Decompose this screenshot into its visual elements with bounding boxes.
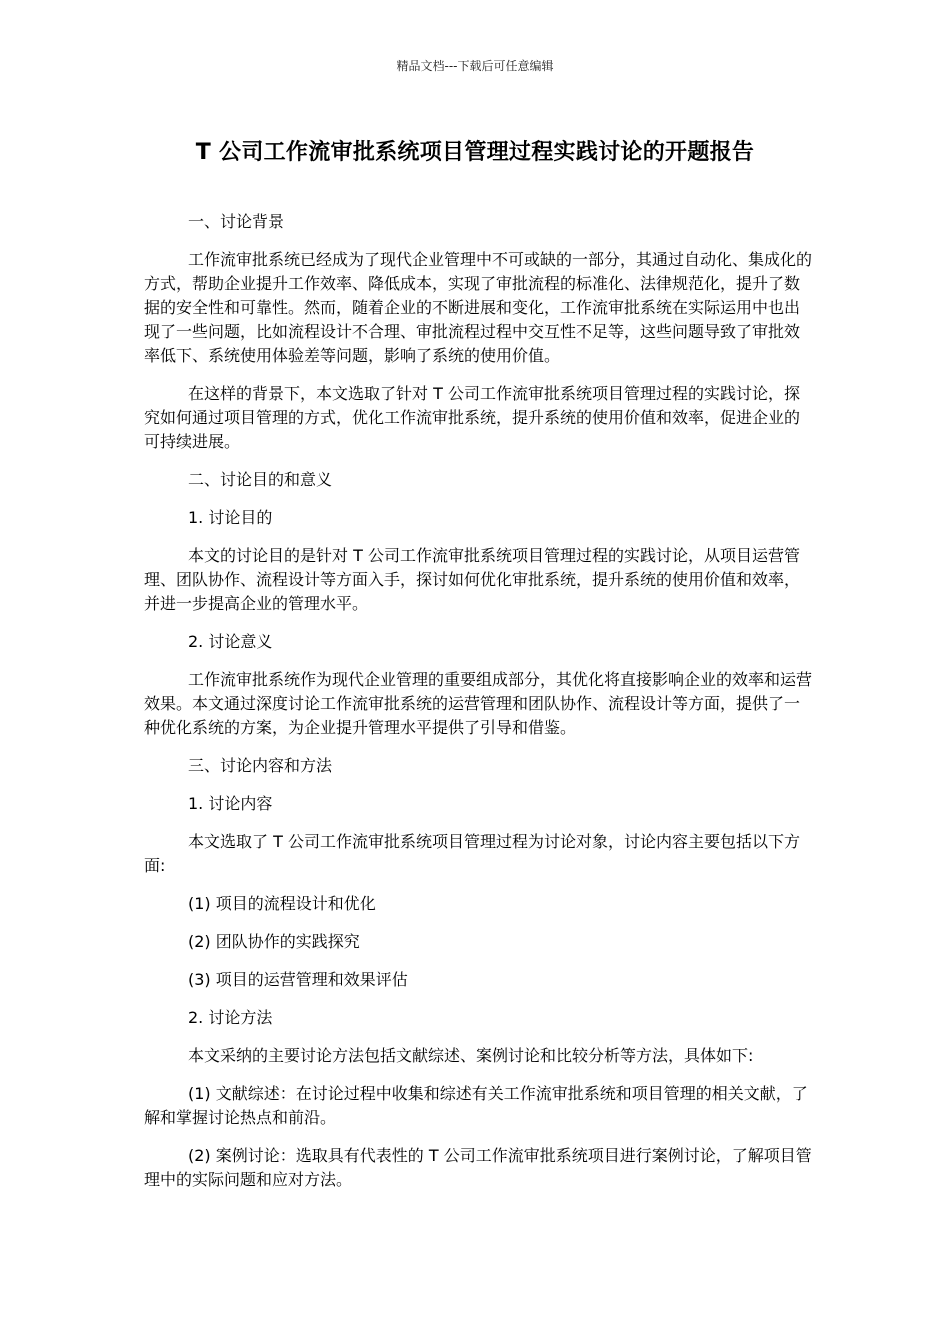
page-header: 精品文档---下载后可任意编辑 <box>396 59 554 73</box>
section-heading-purpose: 二、讨论目的和意义 <box>188 470 333 489</box>
subheading-method: 2. 讨论方法 <box>188 1008 273 1027</box>
subheading-content: 1. 讨论内容 <box>188 794 273 813</box>
paragraph-method: 本文采纳的主要讨论方法包括文献综述、案例讨论和比较分析等方法，具体如下: <box>188 1046 754 1065</box>
section-heading-background: 一、讨论背景 <box>188 212 285 231</box>
paragraph-content: 本文选取了 T 公司工作流审批系统项目管理过程为讨论对象，讨论内容主要包括以下方面: <box>144 832 800 875</box>
list-item-method-1: (1) 文献综述：在讨论过程中收集和综述有关工作流审批系统和项目管理的相关文献，了解和掌握讨论热点和前沿。 <box>144 1084 808 1127</box>
list-item-content-2: (2) 团队协作的实践探究 <box>188 932 360 951</box>
list-item-method-2: (2) 案例讨论：选取具有代表性的 T 公司工作流审批系统项目进行案例讨论，了解项目管理中的实际问题和应对方法。 <box>144 1146 812 1189</box>
paragraph-purpose: 本文的讨论目的是针对 T 公司工作流审批系统项目管理过程的实践讨论，从项目运营管理、团队协作、流程设计等方面入手，探讨如何优化审批系统，提升系统的使用价值和效率，并进一步提高企业的管理水平。 <box>144 546 801 613</box>
subheading-purpose: 1. 讨论目的 <box>188 508 273 527</box>
document-title: T 公司工作流审批系统项目管理过程实践讨论的开题报告 <box>195 140 755 165</box>
list-item-content-3: (3) 项目的运营管理和效果评估 <box>188 970 408 989</box>
document-body <box>144 210 812 1206</box>
section-heading-content-method: 三、讨论内容和方法 <box>188 756 333 775</box>
subheading-significance: 2. 讨论意义 <box>188 632 273 651</box>
paragraph-background-2: 在这样的背景下，本文选取了针对 T 公司工作流审批系统项目管理过程的实践讨论，探究如何通过项目管理的方式，优化工作流审批系统，提升系统的使用价值和效率，促进企业的可持续进展。 <box>144 384 801 451</box>
paragraph-background-1: 工作流审批系统已经成为了现代企业管理中不可或缺的一部分，其通过自动化、集成化的方式，帮助企业提升工作效率、降低成本，实现了审批流程的标准化、法律规范化，提升了数据的安全性和可靠性。然而，随着企业的不断进展和变化，工作流审批系统在实际运用中也出现了一些问题，比如流程设计不合理、审批流程过程中交互性不足等，这些问题导致了审批效率低下、系统使用体验差等问题，影响了系统的使用价值。 <box>144 250 813 365</box>
paragraph-significance: 工作流审批系统作为现代企业管理的重要组成部分，其优化将直接影响企业的效率和运营效果。本文通过深度讨论工作流审批系统的运营管理和团队协作、流程设计等方面，提供了一种优化系统的方案，为企业提升管理水平提供了引导和借鉴。 <box>144 670 813 737</box>
list-item-content-1: (1) 项目的流程设计和优化 <box>188 894 376 913</box>
